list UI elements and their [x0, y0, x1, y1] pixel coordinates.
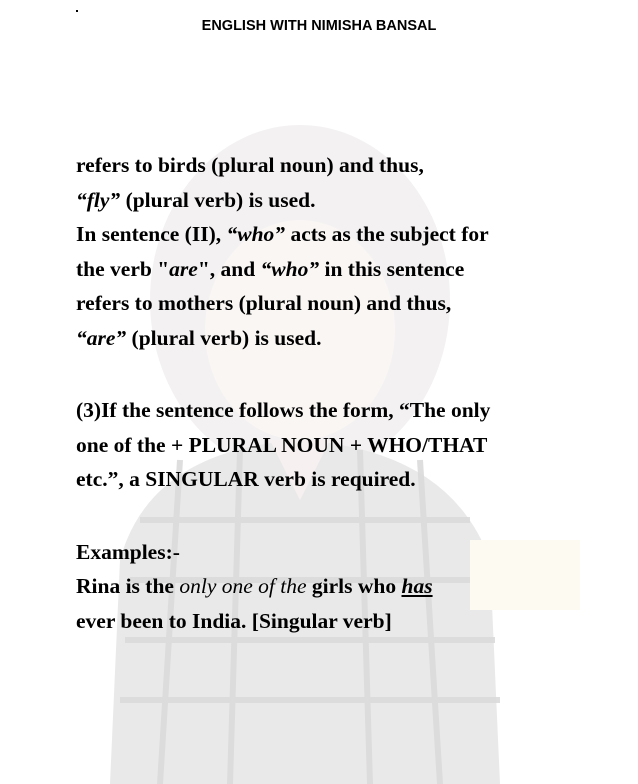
- quote-who-2: “who”: [260, 256, 320, 281]
- para2-l2-b: ", and: [197, 256, 261, 281]
- quote-are-2: “are”: [76, 325, 127, 350]
- document-body: [76, 148, 616, 638]
- para2-l1-a: In sentence (II),: [76, 222, 227, 246]
- example1-italic: only one of the: [179, 574, 307, 598]
- examples-heading: Examples:-: [76, 539, 180, 564]
- para1-line2: [76, 183, 616, 218]
- rule3-line2: one of the + PLURAL NOUN + WHO/THAT: [76, 432, 488, 457]
- para1-line1: refers to birds (plural noun) and thus,: [76, 153, 424, 177]
- para2-line4: [76, 321, 616, 356]
- rule3-line3: etc.”, a SINGULAR verb is required.: [76, 467, 416, 491]
- para2-line1: [76, 217, 616, 252]
- para2-l1-b: acts as the subject for: [285, 222, 489, 246]
- example1-a: Rina is the: [76, 574, 180, 598]
- example1-line2: ever been to India. [Singular verb]: [76, 608, 392, 633]
- quote-fly: “fly”: [76, 187, 121, 212]
- para2-l2-c: in this sentence: [319, 256, 465, 281]
- example1-b: girls who: [306, 574, 402, 598]
- para2-line3: refers to mothers (plural noun) and thus,: [76, 291, 452, 315]
- para2-l2-a: the verb ": [76, 256, 170, 281]
- quote-who: “who”: [226, 222, 286, 246]
- example1-underlined-verb: has: [401, 574, 433, 598]
- para2-line2: [76, 252, 616, 287]
- page-header: ENGLISH WITH NIMISHA BANSAL: [201, 18, 437, 34]
- rule3-line1: (3)If the sentence follows the form, “The only: [76, 398, 491, 422]
- example1-line1: [76, 569, 616, 604]
- page-dot: [76, 10, 78, 12]
- quote-are: are: [169, 256, 198, 281]
- para1-line2-rest: (plural verb) is used.: [120, 187, 316, 212]
- para2-l4-rest: (plural verb) is used.: [126, 325, 322, 350]
